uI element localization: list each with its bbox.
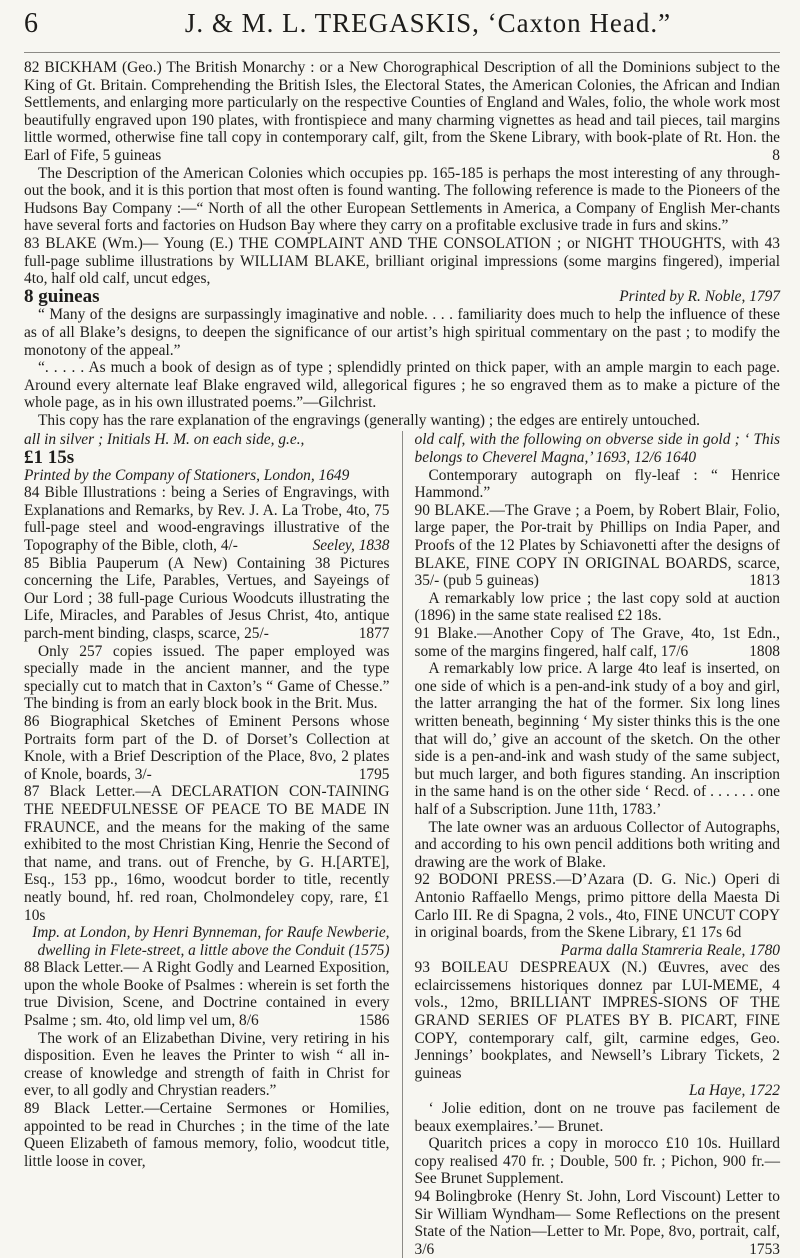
entry-88-text: 88 Black Letter.— A Right Godly and Learned Exposition, upon the whole Booke of Psalmes : wherein is set forth the true Division, Scene, and Doctrine contained in every Psalme ; sm. 4to, old limp vel um, 8/6 bbox=[24, 959, 390, 1030]
entry-86 bbox=[24, 713, 390, 783]
entry-83-price: 8 guineas bbox=[24, 285, 100, 307]
entry-88-note: The work of an Elizabethan Divine, very retiring in his disposition. Even he leaves the Printer to wish “ all in-crease of knowledge and strength of faith in Christ for ever, to all godly and Chrystian readers.” bbox=[24, 1029, 390, 1100]
entry-92: 92 BODONI PRESS.—D’Azara (D. G. Nic.) Operi di Antonio Raffaello Mengs, primo pittore della Maesta Di Carlo III. Re di Spagna, 2 vols., 4to, FINE UNCUT COPY in original boards, from the Skene Library, £1 17s 6d bbox=[414, 871, 780, 942]
entry-88-year: 1586 bbox=[358, 1012, 390, 1030]
entry-82-price: 8 bbox=[772, 146, 780, 164]
column-divider bbox=[402, 431, 403, 1258]
entry-83 bbox=[24, 235, 780, 288]
entry-82 bbox=[24, 59, 780, 165]
entry-84-year: Seeley, 1838 bbox=[312, 537, 390, 555]
entry-91-note-2: The late owner was an arduous Collector of Autographs, and according to his own pencil additions both writing and drawing are the work of Blake. bbox=[414, 818, 780, 871]
entry-83-printer: Printed by R. Noble, 1797 bbox=[619, 287, 780, 305]
right-continuation: old calf, with the following on obverse side in gold ; ‘ This belongs to Cheverel Magna,’ 1693, 12/6 1640 bbox=[414, 431, 780, 467]
full-width-entries bbox=[24, 59, 780, 429]
entry-84-text: 84 Bible Illustrations : being a Series of Engravings, with Explanations and Remarks, by Rev. J. A. La Trobe, 4to, 75 full-page steel and wood-engravings illustrative of the Topography of the Bible, cloth, 4/- bbox=[24, 484, 390, 555]
page-number: 6 bbox=[24, 8, 38, 39]
entry-83-note: This copy has the rare explanation of the engravings (generally wanting) ; the edges are entirely untouched. bbox=[38, 411, 700, 429]
entry-91 bbox=[415, 625, 781, 660]
entry-90 bbox=[415, 502, 781, 590]
two-column-section bbox=[24, 431, 780, 1258]
entry-86-text: 86 Biographical Sketches of Eminent Persons whose Portraits form part of the D. of Dorset’s Collection at Knole, with a Brief Description of the Place, 8vo, 2 plates of Knole, boards, 3/- bbox=[24, 712, 390, 783]
entry-82-text: 82 BICKHAM (Geo.) The British Monarchy : or a New Chorographical Description of all the Dominions subject to the King of Gt. Britain. Comprehending the British Isles, the Electoral States, the American Colonies, the African and Indian Settlements, and enlarging more particularly on the respective Counties of England and Wales, folio, the whole work most beautifully engraved upon 190 plates, with frontispiece and many charming vignettes as head and tail pieces, tail margins little wormed, otherwise fine tall copy in contemporary calf, gilt, from the Skene Library, with book-plate of Rt. Hon. the Earl of Fife, 5 guineas bbox=[24, 59, 780, 164]
entry-83-price-line bbox=[24, 285, 780, 307]
entry-89: 89 Black Letter.—Certaine Sermones or Homilies, appointed to be read in Churches ; in the time of the late Queen Elizabeth of famous memory, folio, woodcut title, little loose in cover, bbox=[24, 1100, 390, 1170]
entry-87: 87 Black Letter.—A DECLARATION CON-TAINING THE NEEDFULNESSE OF PEACE TO BE MADE IN FRAUNCE, and the means for the making of the same exhibited to the most Christian King, Henrie the Second of that name, and trans. out of Frenche, by G. H.[ARTE], Esq., 153 pp., 16mo, woodcut border to title, recently neatly bound, hf. red roan, Cholmondeley copy, rare, £1 10s bbox=[24, 783, 390, 924]
entry-85-note: Only 257 copies issued. The paper employed was specially made in the ancient manner, and the type specially cut to match that in Caxton’s “ Game of Chesse.” The binding is from an early block book in the Brit. Mus. bbox=[24, 642, 390, 713]
entry-91-note: A remarkably low price. A large 4to leaf is inserted, on one side of which is a pen-and-ink study of a boy and girl, the latter arranging the hat of the former. Six long lines written beneath, beginning ‘ My sister thinks this is the one that will do,’ give an account of the sketch. On the other side is a pen-and-ink and wash study of the same subject, but much larger, and both figures standing. An inscription in the same hand is on the other side ‘ Recd. of . . . . . . one half of a Subscription. June 11th, 1783.’ bbox=[414, 660, 780, 818]
entry-94 bbox=[415, 1188, 781, 1258]
right-continuation-note: Contemporary autograph on fly-leaf : “ Henrice Hammond.” bbox=[414, 466, 780, 502]
left-continuation-printer: Printed by the Company of Stationers, London, 1649 bbox=[24, 466, 350, 484]
entry-85 bbox=[24, 555, 390, 643]
entry-85-text: 85 Biblia Pauperum (A New) Containing 38 Pictures concerning the Life, Parables, Vertues, and Sayeings of Our Lord ; 38 full-page Curious Woodcuts illustrating the Life, Miracles, and Parables of Jesus Christ, 4to, antique parch-ment binding, clasps, scarce, 25/- bbox=[24, 554, 390, 642]
left-column bbox=[24, 431, 390, 1258]
entry-93-note: ‘ Jolie edition, dont on ne trouve pas facilement de beaux exemplaires.’— Brunet. bbox=[414, 1100, 780, 1135]
entry-91-year: 1808 bbox=[749, 642, 780, 660]
entry-85-year: 1877 bbox=[358, 625, 390, 642]
entry-93: 93 BOILEAU DESPREAUX (N.) Œuvres, avec des eclaircissemens historiques donnez par LUI-MEME, 4 vols., 12mo, BRILLIANT IMPRES-SIONS OF THE GRAND SERIES OF PLATES BY B. PICART, FINE COPY, contemporary calf, gilt, carmine edges, Geo. Jennings’ bookplates, and Newsell’s Library Tickets, 2 guineas bbox=[414, 959, 780, 1082]
page-title: J. & M. L. TREGASKIS, ‘Caxton Head.” bbox=[184, 8, 672, 38]
entry-93-note-2: Quaritch prices a copy in morocco £10 10s. Huillard copy realised 470 fr. ; Double, 500 fr. ; Pichon, 900 fr.— See Brunet Supplement. bbox=[414, 1135, 780, 1188]
entry-90-year: 1813 bbox=[749, 572, 780, 590]
entry-91-text: 91 Blake.—Another Copy of The Grave, 4to, 1st Edn., some of the margins fingered, half calf, 17/6 bbox=[414, 625, 780, 660]
entry-90-text: 90 BLAKE.—The Grave ; a Poem, by Robert Blair, Folio, large paper, the Por-trait by Phillips on India Paper, and Proofs of the 12 Plates by Schiavonetti after the designs of BLAKE, FINE COPY IN ORIGINAL BOARDS, scarce, 35/- (pub 5 guineas) bbox=[414, 501, 780, 590]
entry-88 bbox=[24, 959, 390, 1029]
entry-86-year: 1795 bbox=[358, 765, 390, 783]
right-column bbox=[415, 431, 781, 1258]
left-continuation: all in silver ; Initials H. M. on each side, g.e., bbox=[24, 431, 305, 449]
entry-94-text: 94 Bolingbroke (Henry St. John, Lord Viscount) Letter to Sir William Wyndham— Some Reflections on the present State of the Nation—Letter to Mr. Pope, 8vo, portrait, calf, 3/6 bbox=[414, 1188, 780, 1258]
entry-93-imprint: La Haye, 1722 bbox=[688, 1082, 780, 1100]
entry-83-quote-2: “. . . . . As much a book of design as of type ; splendidly printed on thick paper, with an ample margin to each page. Around every alternate leaf Blake engraved wild, allegorical figures ; he so engraved them as to make a picture of the whole page, as in his own illustrated poems.”—Gilchrist. bbox=[24, 359, 780, 412]
entry-83-text: 83 BLAKE (Wm.)— Young (E.) THE COMPLAINT AND THE CONSOLATION ; or NIGHT THOUGHTS, with 43 full-page sublime illustrations by WILLIAM BLAKE, brilliant original impressions (some margins fingered), imperial 4to, half old calf, uncut edges, bbox=[24, 234, 780, 288]
entry-92-imprint: Parma dalla Stamreria Reale, 1780 bbox=[560, 941, 780, 959]
catalogue-page bbox=[24, 8, 780, 1258]
entry-90-note: A remarkably low price ; the last copy sold at auction (1896) in the same state realised £2 18s. bbox=[414, 589, 780, 625]
left-continuation-price: £1 15s bbox=[24, 447, 75, 469]
entry-87-imprint: Imp. at London, by Henri Bynneman, for Raufe Newberie, dwelling in Flete-street, a little above the Conduit (1575) bbox=[32, 924, 390, 959]
entry-82-note: The Description of the American Colonies which occupies pp. 165-185 is perhaps the most interesting of any through-out the book, and it is this portion that most often is found wanting. The following reference is made to the Pioneers of the Hudsons Bay Company :—“ North of all the other European Settlements in America, a Company of English Mer-chants have several forts and factories on Hudson Bay where they carry on a profitable exclusive trade in furs and skins.” bbox=[24, 164, 780, 235]
page-header bbox=[24, 8, 780, 53]
entry-84 bbox=[24, 484, 390, 554]
entry-94-year: 1753 bbox=[749, 1240, 780, 1258]
entry-83-quote-1: “ Many of the designs are surpassingly imaginative and noble. . . . familiarity does much to help the influence of these as of all Blake’s designs, to deepen the significance of our artist’s high spiritual commentary on the past ; to modify the monotony of the appeal.” bbox=[24, 306, 780, 359]
